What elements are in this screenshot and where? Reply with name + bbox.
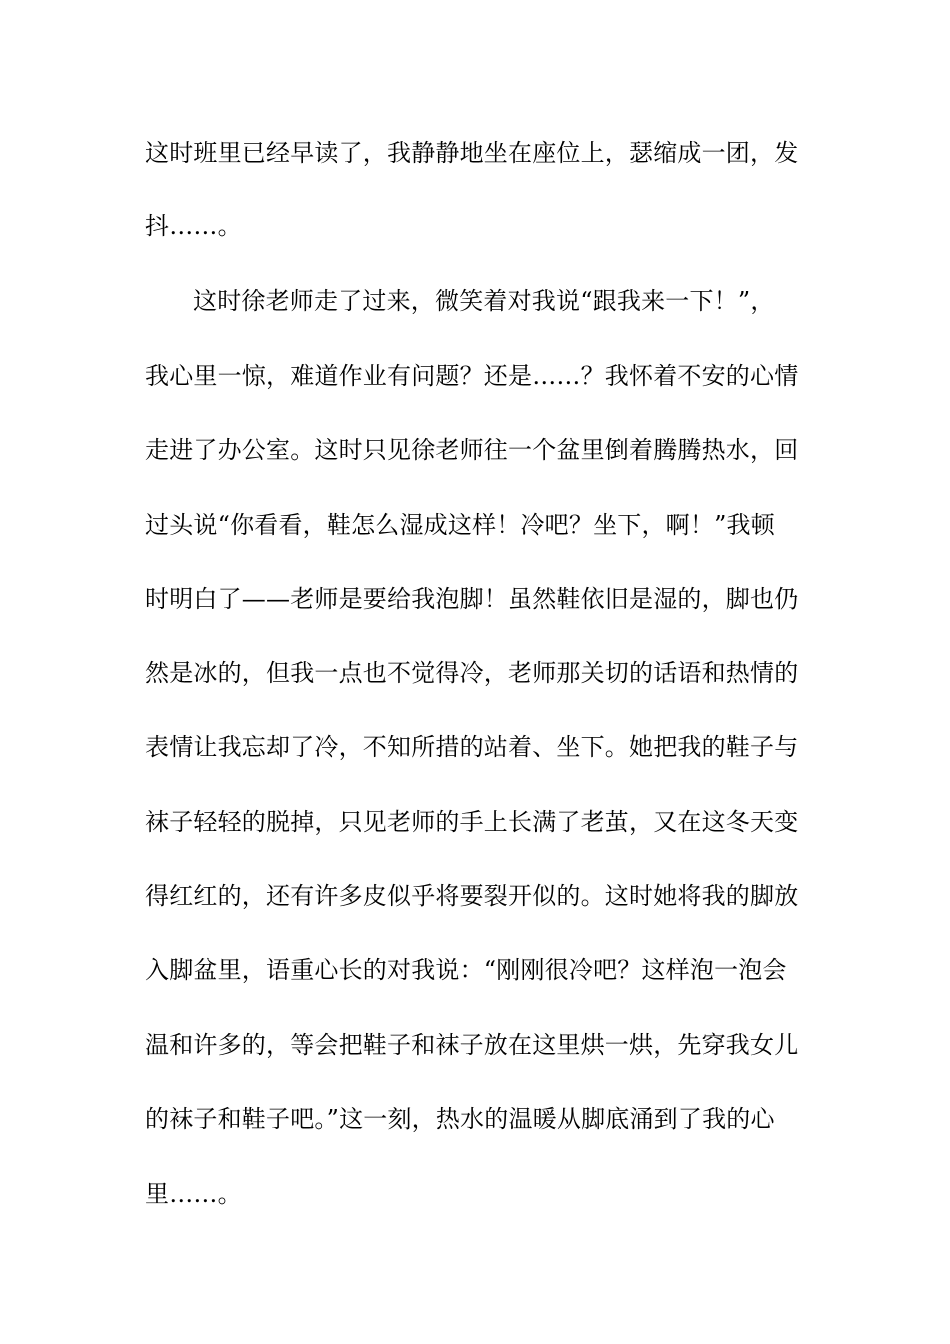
text-line: 这时徐老师走了过来，微笑着对我说“跟我来一下！”， xyxy=(193,287,775,315)
text-line: 的袜子和鞋子吧。”这一刻，热水的温暖从脚底涌到了我的心 xyxy=(145,1105,775,1133)
text-line: 温和许多的，等会把鞋子和袜子放在这里烘一烘，先穿我女儿 xyxy=(145,1031,799,1059)
text-line: 入脚盆里，语重心长的对我说：“刚刚很冷吧？这样泡一泡会 xyxy=(145,956,787,984)
text-line: 抖……。 xyxy=(145,212,242,240)
text-line: 这时班里已经早读了，我静静地坐在座位上，瑟缩成一团，发 xyxy=(145,139,799,167)
text-line: 然是冰的，但我一点也不觉得冷，老师那关切的话语和热情的 xyxy=(145,659,799,687)
text-line: 时明白了——老师是要给我泡脚！虽然鞋依旧是湿的，脚也仍 xyxy=(145,585,799,613)
text-line: 表情让我忘却了冷，不知所措的站着、坐下。她把我的鞋子与 xyxy=(145,733,799,761)
text-line: 过头说“你看看，鞋怎么湿成这样！冷吧？坐下，啊！”我顿 xyxy=(145,511,775,539)
text-line: 我心里一惊，难道作业有问题？还是……？我怀着不安的心情 xyxy=(145,362,799,390)
text-line: 得红红的，还有许多皮似乎将要裂开似的。这时她将我的脚放 xyxy=(145,882,799,910)
text-line: 走进了办公室。这时只见徐老师往一个盆里倒着腾腾热水，回 xyxy=(145,436,799,464)
text-line: 袜子轻轻的脱掉，只见老师的手上长满了老茧，又在这冬天变 xyxy=(145,808,799,836)
text-line: 里……。 xyxy=(145,1180,242,1208)
